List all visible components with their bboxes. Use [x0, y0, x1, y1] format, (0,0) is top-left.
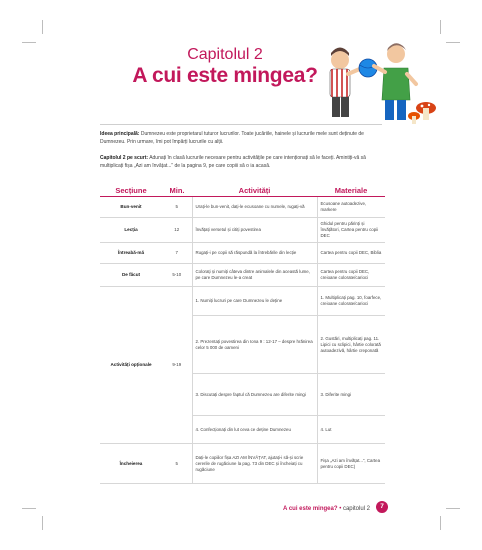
footer-title: A cui este mingea?: [283, 506, 338, 512]
row-section: De făcut: [100, 264, 162, 287]
optional-min: 9-19: [162, 287, 192, 444]
main-idea-label: Ideea principală:: [100, 131, 140, 137]
page-number: 7: [376, 501, 388, 513]
crop-mark: [446, 42, 460, 43]
table-row: [100, 197, 385, 218]
optional-activity: 1. Numiți lucruri pe care Dumnezeu le deține: [192, 287, 317, 316]
crop-mark: [42, 20, 43, 34]
closing-activity: Dați-le copiilor fișa AZI AM ÎNVĂȚAT, ajutați-i să-și scrie cererile de rugăciune la pag. 73 din DEC și încheiați cu rugăciune: [192, 444, 317, 484]
table-header-row: [100, 188, 385, 197]
header-section: Secțiune: [100, 188, 162, 197]
row-min: 12: [162, 218, 192, 243]
optional-section: Activități opționale: [100, 287, 162, 444]
crop-mark: [446, 508, 460, 509]
row-min: 7: [162, 243, 192, 264]
summary-label: Capitolul 2 pe scurt:: [100, 155, 149, 161]
footer-chapter: capitolul 2: [342, 506, 370, 512]
crop-mark: [22, 42, 36, 43]
closing-min: 5: [162, 444, 192, 484]
row-activity: Învățați versetul și citiți povestirea: [192, 218, 317, 243]
divider: [100, 124, 382, 125]
row-materials: Ecusoane autoadezive, markere: [317, 197, 385, 218]
row-section: Întreabă-mă: [100, 243, 162, 264]
closing-materials: Fișa „Azi am învățat...”, Cartea pentru copii DEC): [317, 444, 385, 484]
header-materials: Materiale: [317, 188, 385, 197]
chapter-label: Capitolul 2: [187, 46, 263, 63]
closing-section: Încheierea: [100, 444, 162, 484]
crop-mark: [440, 20, 441, 34]
row-materials: Ghidul pentru părinți și învățători, Cartea pentru copii DEC: [317, 218, 385, 243]
row-min: 5-10: [162, 264, 192, 287]
kids-with-ball-illustration: [318, 38, 438, 128]
optional-materials: 3. Diferite mingi: [317, 374, 385, 416]
optional-activity: 4. Confecționați din lut ceva ce deține Dumnezeu: [192, 416, 317, 444]
summary-paragraph: [100, 155, 385, 170]
header-min: Min.: [162, 188, 192, 197]
row-section: Lecția: [100, 218, 162, 243]
crop-mark: [42, 516, 43, 530]
optional-materials: 2. Gustări, multiplicați pag. 11. Lipici cu sclipici, hârtie colorată autoadezivă, hârtie creponată: [317, 316, 385, 374]
row-section: Bun-venit: [100, 197, 162, 218]
table-row: [100, 444, 385, 484]
footer-separator: •: [339, 506, 342, 512]
row-min: 5: [162, 197, 192, 218]
row-activity: Urați-le bun-venit, dați-le ecusoane cu numele, rugați-vă: [192, 197, 317, 218]
main-idea-text: Dumnezeu este proprietarul tuturor lucrurilor. Toate jucăriile, hainele și lucrurile mele sunt deținute de Dumnezeu. Prin urmare, îmi pot împărți lucrurile cu alții.: [100, 131, 364, 145]
optional-activity: 3. Discutați despre faptul că Dumnezeu are diferite mingi: [192, 374, 317, 416]
crop-mark: [22, 508, 36, 509]
chapter-heading: [100, 46, 350, 88]
table-row: [100, 264, 385, 287]
chapter-title: A cui este mingea?: [132, 64, 318, 87]
optional-activity: 2. Prezentați povestirea din Iona 9 : 12-17 – despre hrănirea celor 5 000 de oameni: [192, 316, 317, 374]
table-row: [100, 218, 385, 243]
page-footer: [283, 506, 370, 512]
optional-materials: 1. Multiplicați pag. 10, foarfece, creioane colorate/carioci: [317, 287, 385, 316]
header-activities: Activități: [192, 188, 317, 197]
row-materials: Cartea pentru copii DEC, Biblia: [317, 243, 385, 264]
table-row: [100, 287, 385, 316]
table-row: [100, 243, 385, 264]
row-activity: Colorați și numiți câteva dintre animalele din această lume, pe care Dumnezeu le-a creat: [192, 264, 317, 287]
row-materials: Cartea pentru copii DEC, creioane colorate/carioci: [317, 264, 385, 287]
optional-materials: 4. Lut: [317, 416, 385, 444]
crop-mark: [440, 516, 441, 530]
row-activity: Rugați-i pe copii să răspundă la întrebările din lecție: [192, 243, 317, 264]
main-idea-paragraph: [100, 131, 385, 146]
summary-text: Adunați în clasă lucrurile necesare pentru activitățile pe care intenționați să le faceți. Amintiți-vă să multiplicați fișa „Azi am învățat...” de la pagina 9, pe care copiii să o ia acasă.: [100, 155, 366, 169]
lesson-schedule-table: [100, 188, 385, 484]
